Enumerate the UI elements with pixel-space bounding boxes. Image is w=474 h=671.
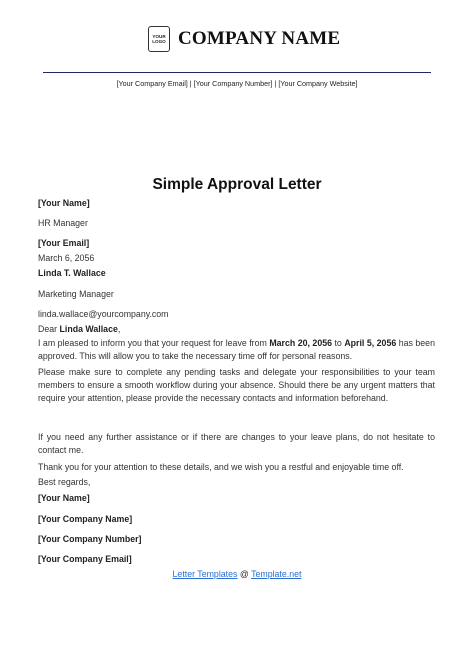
paragraph-instructions: Please make sure to complete any pending tasks and delegate your responsibilities to your team members to ensure a smooth workflow during your absence. Should there be any urgent matters that require your attention, please provide the necessary contacts and information beforehand. bbox=[38, 367, 435, 403]
paragraph-approval bbox=[38, 337, 435, 363]
salutation bbox=[38, 324, 120, 334]
recipient-email: linda.wallace@yourcompany.com bbox=[38, 309, 169, 319]
logo-text-line-2: LOGO bbox=[152, 39, 166, 45]
header-divider bbox=[43, 72, 431, 73]
paragraph-thanks: Thank you for your attention to these details, and we wish you a restful and enjoyable time off. bbox=[38, 462, 404, 472]
sender-name: [Your Name] bbox=[38, 198, 90, 208]
signature-company-name: [Your Company Name] bbox=[38, 514, 133, 524]
salutation-suffix: , bbox=[117, 324, 121, 334]
sender-email: [Your Email] bbox=[38, 238, 90, 248]
letter-title: Simple Approval Letter bbox=[152, 176, 322, 193]
footer bbox=[0, 569, 474, 579]
p1-text-b: to bbox=[332, 338, 345, 348]
company-contact-line: [Your Company Email] | [Your Company Number] | [Your Company Website] bbox=[116, 79, 358, 88]
signature-company-email: [Your Company Email] bbox=[38, 554, 132, 564]
letter-templates-link[interactable]: Letter Templates bbox=[172, 569, 238, 579]
template-net-link[interactable]: Template.net bbox=[251, 569, 302, 579]
signature-name: [Your Name] bbox=[38, 493, 90, 503]
footer-separator: @ bbox=[237, 569, 252, 579]
leave-start-date: March 20, 2056 bbox=[269, 338, 332, 348]
p1-text-a: I am pleased to inform you that your request for leave from bbox=[38, 338, 270, 348]
leave-end-date: April 5, 2056 bbox=[344, 338, 397, 348]
letter-date: March 6, 2056 bbox=[38, 253, 95, 263]
p1-text-c: has been approved. This will allow you to take the necessary time off for personal reasons. bbox=[38, 338, 435, 361]
paragraph-assistance: If you need any further assistance or if there are changes to your leave plans, do not hesitate to contact me. bbox=[38, 432, 435, 455]
recipient-position: Marketing Manager bbox=[38, 289, 114, 299]
recipient-name: Linda T. Wallace bbox=[38, 268, 106, 278]
salutation-name: Linda Wallace bbox=[59, 324, 118, 334]
closing: Best regards, bbox=[38, 477, 91, 487]
sender-position: HR Manager bbox=[38, 218, 88, 228]
letterhead bbox=[0, 24, 474, 56]
salutation-prefix: Dear bbox=[38, 324, 60, 334]
company-logo bbox=[148, 26, 170, 52]
company-name: COMPANY NAME bbox=[178, 28, 341, 49]
signature-company-number: [Your Company Number] bbox=[38, 534, 142, 544]
logo-text-line-1: YOUR bbox=[152, 34, 166, 39]
